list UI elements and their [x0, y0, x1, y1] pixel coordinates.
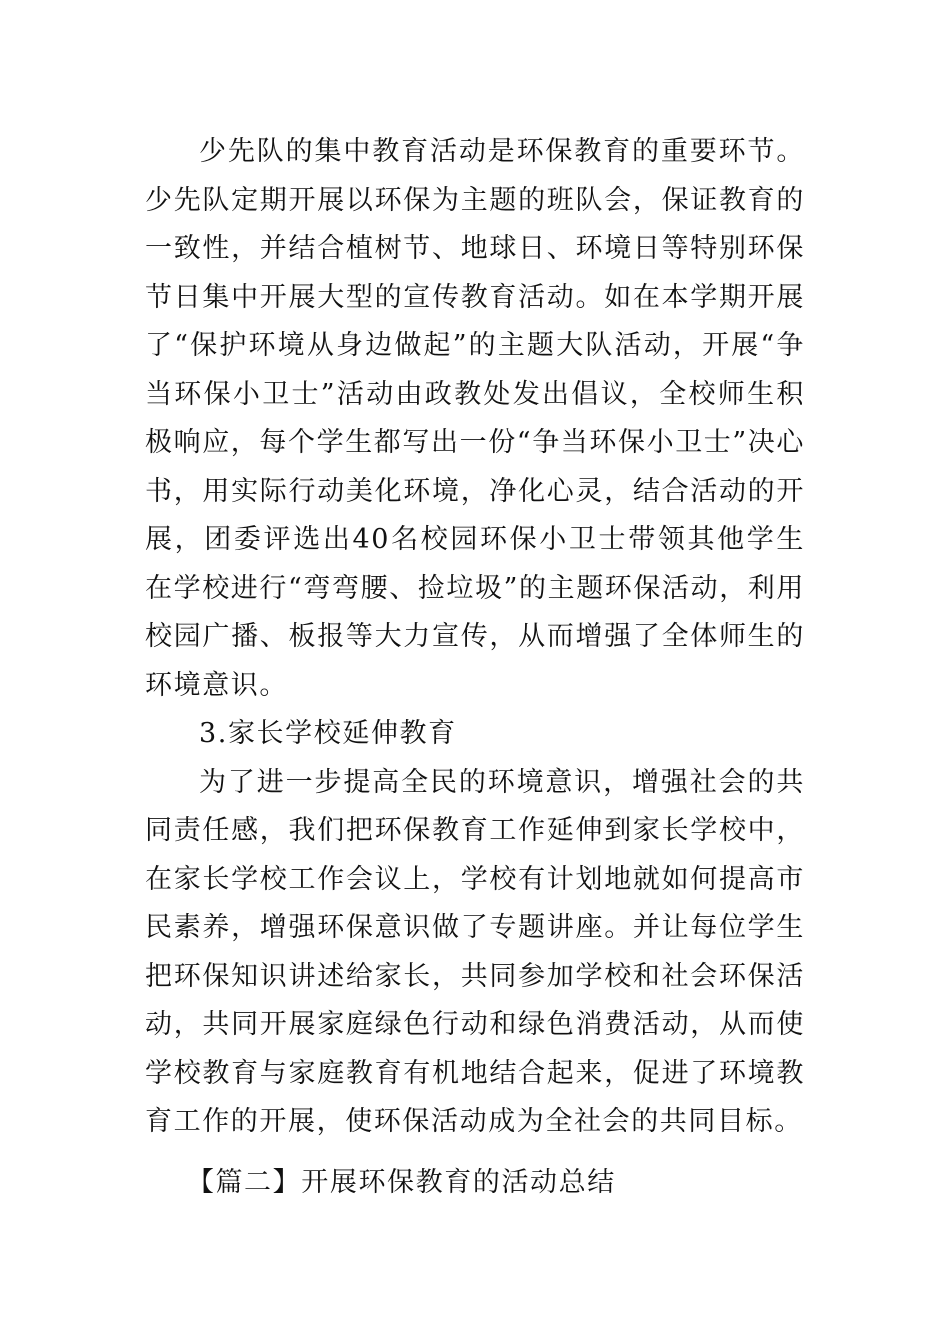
- paragraph-pioneer-activities: 少先队的集中教育活动是环保教育的重要环节。少先队定期开展以环保为主题的班队会，保证教育的一致性，并结合植树节、地球日、环境日等特别环保节日集中开展大型的宣传教育活动。如在本学期开展了“保护环境从身边做起”的主题大队活动，开展“争当环保小卫士”活动由政教处发出倡议，全校师生积极响应，每个学生都写出一份“争当环保小卫士”决心书，用实际行动美化环境，净化心灵，结合活动的开展，团委评选出40名校园环保小卫士带领其他学生在学校进行“弯弯腰、捡垃圾”的主题环保活动，利用校园广播、板报等大力宣传，从而增强了全体师生的环境意识。: [145, 136, 806, 701]
- section-title-part-two: 【篇二】开展环保教育的活动总结: [186, 1166, 616, 1198]
- document-body: [145, 128, 805, 1207]
- paragraph-parent-school: 为了进一步提高全民的环境意识，增强社会的共同责任感，我们把环保教育工作延伸到家长学校中，在家长学校工作会议上，学校有计划地就如何提高市民素养，增强环保意识做了专题讲座。并让每位学生把环保知识讲述给家长，共同参加学校和社会环保活动，共同开展家庭绿色行动和绿色消费活动，从而使学校教育与家庭教育有机地结合起来，促进了环境教育工作的开展，使环保活动成为全社会的共同目标。: [145, 766, 805, 1137]
- subheading-parent-school: 3.家长学校延伸教育: [199, 718, 457, 749]
